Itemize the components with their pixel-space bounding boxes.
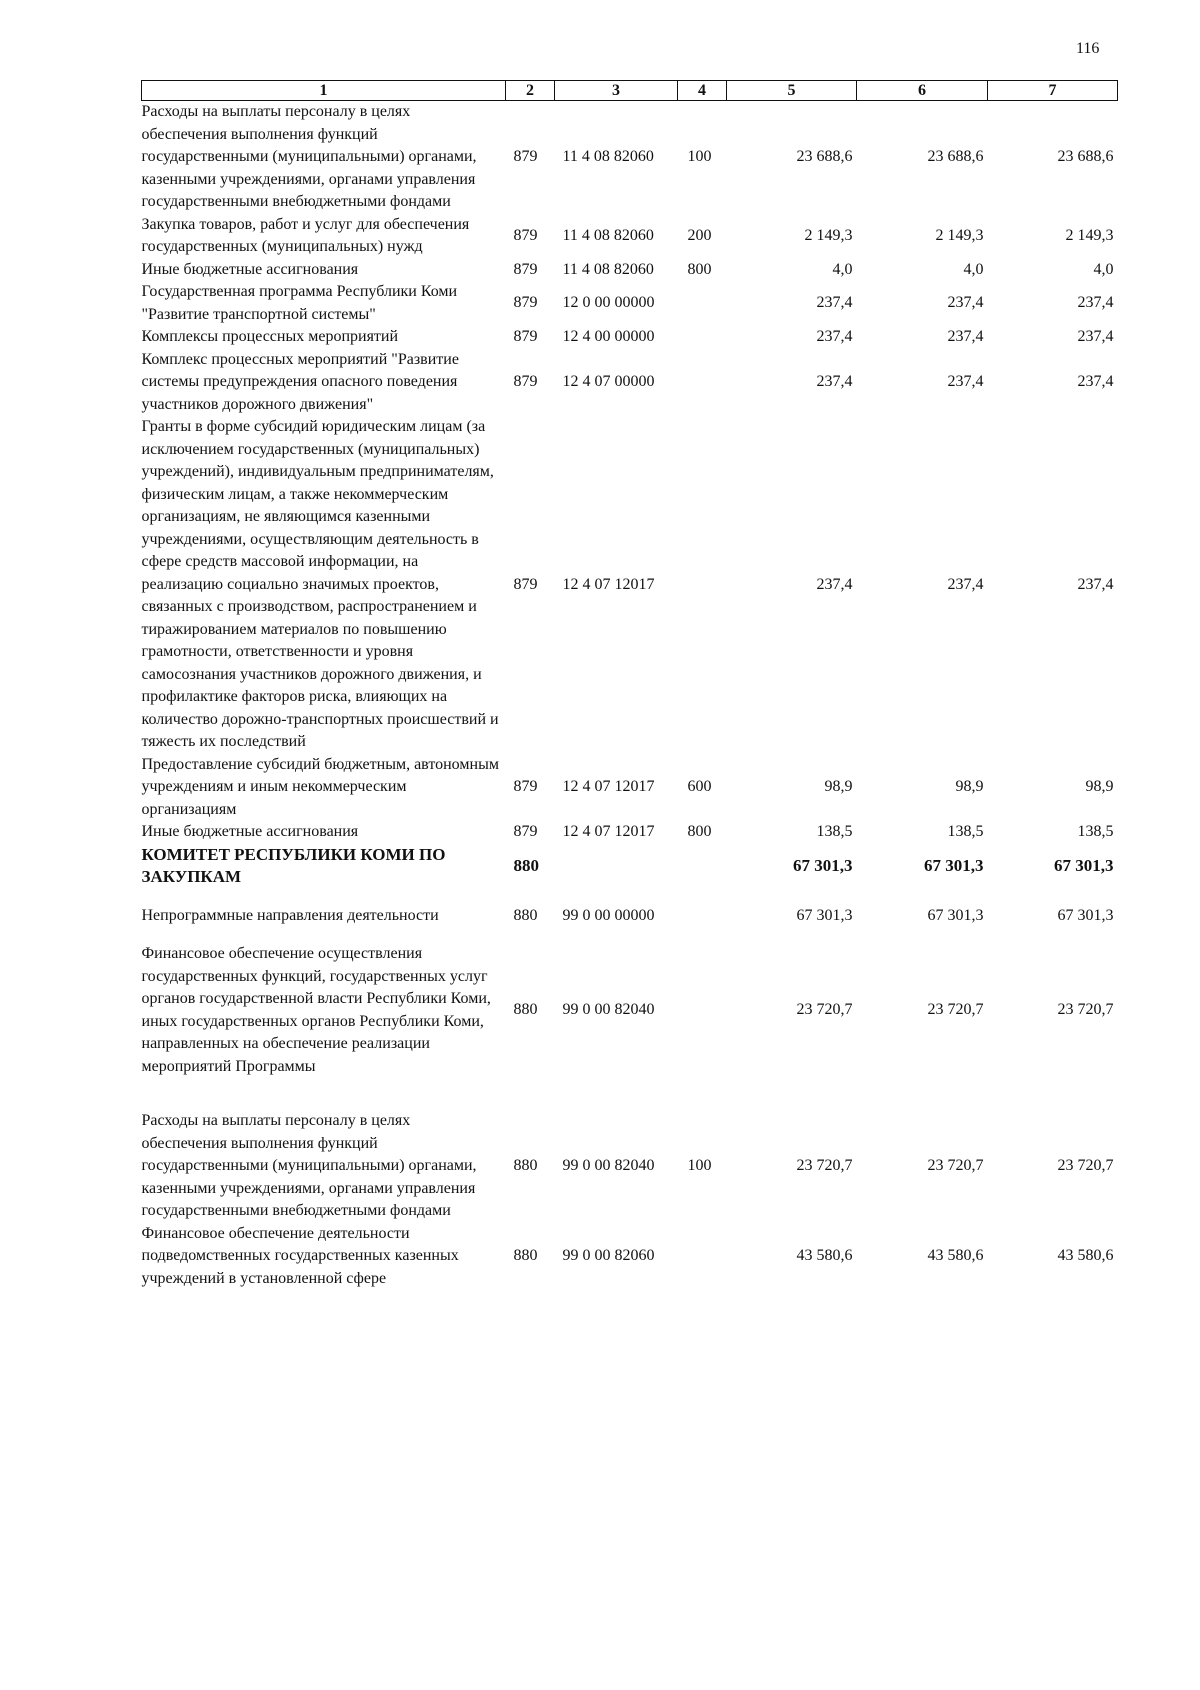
row-value-7: 237,4 [1077,328,1114,345]
row-expense-type [678,349,727,417]
table-row [142,754,1118,822]
row-expense-type: 600 [687,778,712,795]
row-gr-code: 879 [513,294,538,312]
row-name: КОМИТЕТ РЕСПУБЛИКИ КОМИ ПО ЗАКУПКАМ [141,844,446,886]
row-value-7: 23 720,7 [1057,1001,1114,1019]
row-value-7: 237,4 [1077,294,1114,312]
row-value-5: 23 688,6 [796,148,853,165]
row-gr-code: 879 [513,575,538,593]
row-name: Иные бюджетные ассигнования [141,823,359,840]
row-name: Финансовое обеспечение деятельности подведомственных государственных казенных учреждений в установленной сфере [141,1224,459,1287]
row-expense-type: 800 [687,823,712,840]
row-gr-code: 880 [513,906,538,924]
row-expense-type: 200 [687,226,712,244]
row-value-6: 23 720,7 [927,1157,984,1174]
row-gr-code: 879 [513,260,538,278]
row-value-7: 23 720,7 [1057,1157,1114,1174]
column-header-5: 5 [727,81,857,101]
row-value-6: 237,4 [947,373,984,390]
row-target-code: 12 4 07 12017 [562,778,655,795]
row-gr-code: 880 [513,1247,538,1264]
row-target-code: 12 4 07 00000 [562,373,655,390]
row-value-7: 23 688,6 [1057,148,1114,165]
page-number: 116 [1076,40,1100,57]
table-row-committee [142,844,1118,889]
row-value-5: 23 720,7 [796,1157,853,1174]
table-row [142,349,1118,417]
table-row [142,326,1118,349]
row-value-5: 67 301,3 [796,906,853,924]
column-header-1: 1 [142,81,506,101]
row-expense-type [678,943,727,1110]
row-gr-code: 879 [513,328,538,345]
row-value-5: 237,4 [816,294,853,312]
row-gr-code: 879 [513,148,538,165]
table-row [142,1223,1118,1291]
row-target-code: 99 0 00 82040 [562,1001,655,1019]
column-header-6: 6 [857,81,988,101]
row-target-code: 11 4 08 82060 [562,226,654,244]
row-value-5: 237,4 [816,373,853,390]
column-header-3: 3 [555,81,678,101]
row-value-6: 67 301,3 [924,855,984,875]
row-value-6: 4,0 [963,260,984,278]
row-value-5: 4,0 [832,260,853,278]
row-value-5: 43 580,6 [796,1247,853,1264]
row-target-code: 12 4 00 00000 [562,328,655,345]
row-gr-code: 879 [513,373,538,390]
row-name: Финансовое обеспечение осуществления государственных функций, государственных услуг органов государственной власти Республики Коми, иных государственных органов Республики Коми, направленных на обеспечение реализации мероприятий Программы [141,945,491,1075]
row-expense-type [678,326,727,349]
row-value-7: 2 149,3 [1065,226,1114,244]
row-target-code: 12 4 07 12017 [562,575,655,593]
column-header-4: 4 [678,81,727,101]
header-row [142,81,1118,101]
row-name: Расходы на выплаты персоналу в целях обеспечения выполнения функций государственными (муниципальными) органами, казенными учреждениями, органами управления государственными внебюджетными фондами [141,1112,477,1219]
row-value-7: 67 301,3 [1057,906,1114,924]
row-value-7: 67 301,3 [1054,855,1114,875]
row-name: Иные бюджетные ассигнования [141,260,359,278]
row-value-6: 237,4 [947,328,984,345]
column-header-7: 7 [988,81,1118,101]
row-value-7: 98,9 [1085,778,1114,795]
row-value-6: 23 720,7 [927,1001,984,1019]
row-name: Закупка товаров, работ и услуг для обеспечения государственных (муниципальных) нужд [141,215,470,255]
row-expense-type [678,416,727,754]
row-target-code: 12 0 00 00000 [562,294,655,312]
table-row [142,889,1118,944]
column-header-2: 2 [506,81,555,101]
table-row [142,259,1118,282]
row-value-6: 43 580,6 [927,1247,984,1264]
row-target-code [555,844,678,889]
row-target-code: 99 0 00 82040 [562,1157,655,1174]
row-value-6: 237,4 [947,575,984,593]
table-row [142,1110,1118,1223]
row-value-6: 23 688,6 [927,148,984,165]
budget-table [141,80,1118,1290]
table-row [142,101,1118,214]
row-gr-code: 880 [513,1001,538,1019]
row-gr-code: 879 [513,778,538,795]
table-row [142,821,1118,844]
table-row [142,943,1118,1110]
row-value-6: 98,9 [955,778,984,795]
row-value-5: 138,5 [816,823,853,840]
table-row [142,281,1118,326]
row-value-5: 237,4 [816,575,853,593]
table-row [142,214,1118,259]
table-row [142,416,1118,754]
row-target-code: 11 4 08 82060 [562,260,654,278]
row-gr-code: 879 [513,823,538,840]
row-value-7: 237,4 [1077,373,1114,390]
row-name: Комплекс процессных мероприятий "Развитие системы предупреждения опасного поведения участников дорожного движения" [141,350,459,413]
row-expense-type: 800 [687,260,712,278]
row-expense-type [678,281,727,326]
row-target-code: 12 4 07 12017 [562,823,655,840]
row-name: Предоставление субсидий бюджетным, автономным учреждениям и иным некоммерческим организациям [141,755,499,818]
row-expense-type [678,1223,727,1291]
row-expense-type: 100 [687,1157,712,1174]
row-gr-code: 880 [513,855,539,875]
row-expense-type [678,844,727,889]
row-gr-code: 879 [513,226,538,244]
row-value-5: 23 720,7 [796,1001,853,1019]
row-expense-type: 100 [687,148,712,165]
row-expense-type [678,889,727,944]
row-value-6: 2 149,3 [935,226,984,244]
row-value-7: 237,4 [1077,575,1114,593]
row-value-7: 4,0 [1093,260,1114,278]
row-value-7: 43 580,6 [1057,1247,1114,1264]
row-value-5: 2 149,3 [804,226,853,244]
row-value-7: 138,5 [1077,823,1114,840]
row-target-code: 11 4 08 82060 [562,148,654,165]
row-value-5: 237,4 [816,328,853,345]
row-value-6: 138,5 [947,823,984,840]
row-value-5: 67 301,3 [793,855,853,875]
row-name: Непрограммные направления деятельности [141,906,439,924]
row-name: Гранты в форме субсидий юридическим лицам (за исключением государственных (муниципальных) учреждений), индивидуальным предпринимателям, физическим лицам, а также некоммерческим организациям, не являющимся казенными учреждениями, осуществляющим деятельность в сфере средств массовой информации, на реализацию социально значимых проектов, связанных с производством, распространением и тиражированием материалов по повышению грамотности, ответственности и уровня самосознания участников дорожного движения, и профилактике факторов риска, влияющих на количество дорожно-транспортных происшествий и тяжесть их последствий [141,418,499,750]
row-value-6: 237,4 [947,294,984,312]
row-value-6: 67 301,3 [927,906,984,924]
row-value-5: 98,9 [824,778,853,795]
row-name: Расходы на выплаты персоналу в целях обеспечения выполнения функций государственными (муниципальными) органами, казенными учреждениями, органами управления государственными внебюджетными фондами [141,103,477,210]
row-gr-code: 880 [513,1157,538,1174]
row-target-code: 99 0 00 00000 [562,906,655,924]
row-name: Комплексы процессных мероприятий [141,328,399,345]
row-target-code: 99 0 00 82060 [562,1247,655,1264]
row-name: Государственная программа Республики Коми "Развитие транспортной системы" [141,283,458,323]
